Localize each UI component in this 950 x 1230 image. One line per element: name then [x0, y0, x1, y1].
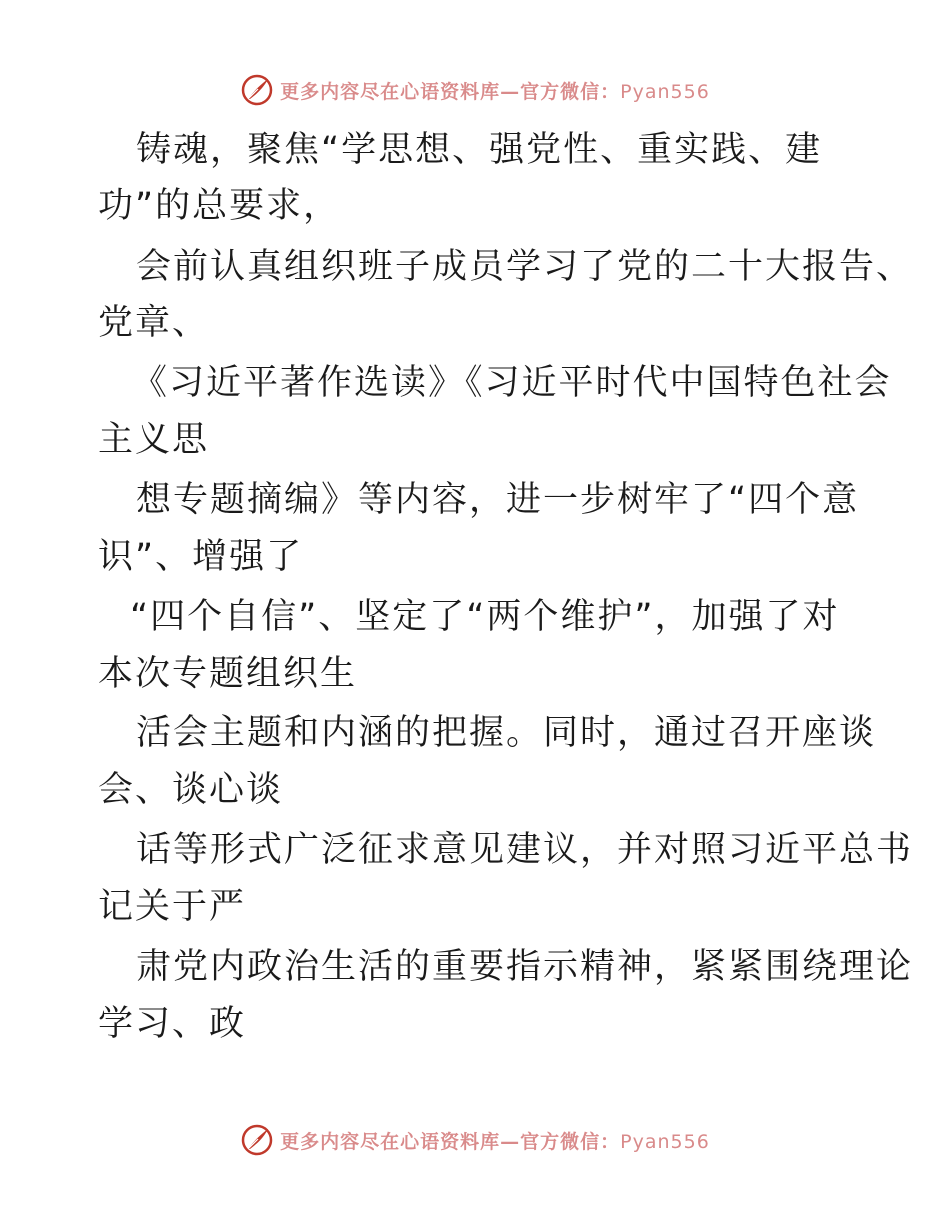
body-line: 肃党内政治生活的重要指示精神，紧紧围绕理论 [136, 947, 914, 987]
body-line: 记关于严 [98, 887, 247, 927]
body-line: 会、谈心谈 [98, 770, 284, 810]
body-line: 铸魂，聚焦“学思想、强党性、重实践、建 [136, 130, 823, 170]
header-wechat-id: Pyan556 [620, 80, 710, 103]
feather-quill-logo-icon [240, 1123, 274, 1157]
body-line: 党章、 [98, 303, 210, 343]
body-line: 主义思 [98, 420, 210, 460]
body-line: 会前认真组织班子成员学习了党的二十大报告、 [136, 247, 914, 287]
page-footer-banner [0, 1120, 950, 1160]
body-line: 学习、政 [98, 1004, 247, 1044]
body-line: 本次专题组织生 [98, 654, 358, 694]
body-line: 功”的总要求， [98, 186, 341, 226]
header-banner-label: 更多内容尽在心语资料库—官方微信： [280, 80, 621, 103]
body-line: 话等形式广泛征求意见建议，并对照习近平总书 [136, 830, 914, 870]
footer-banner-label: 更多内容尽在心语资料库—官方微信： [280, 1130, 621, 1153]
body-line: 识”、增强了 [98, 537, 304, 577]
body-line: 《习近平著作选读》《习近平时代中国特色社会 [132, 363, 892, 403]
footer-wechat-id: Pyan556 [620, 1130, 710, 1153]
body-line: “四个自信”、坚定了“两个维护”，加强了对 [130, 597, 840, 637]
footer-banner-text [280, 1127, 710, 1154]
body-line: 活会主题和内涵的把握。同时，通过召开座谈 [136, 713, 877, 753]
body-line: 想专题摘编》等内容，进一步树牢了“四个意 [136, 480, 860, 520]
